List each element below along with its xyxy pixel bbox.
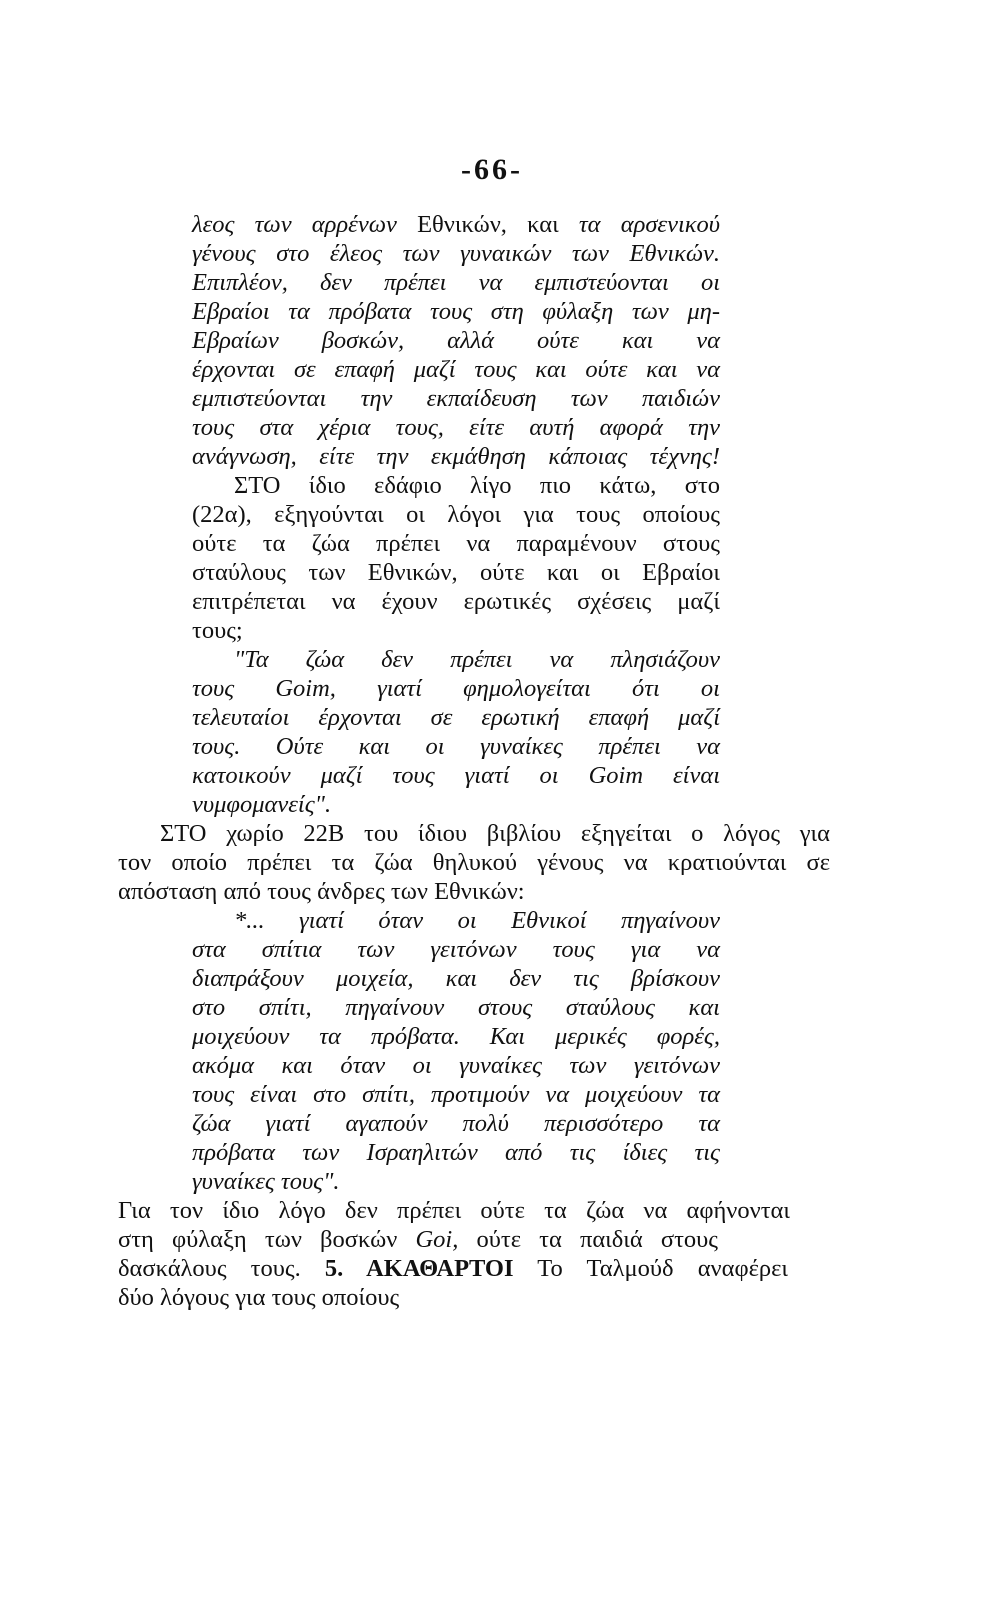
text-line	[192, 1167, 720, 1196]
text-line	[192, 587, 720, 616]
text-line	[192, 993, 720, 1022]
text-span: νυμφομανείς".	[192, 791, 332, 818]
page-number: -66-	[461, 153, 523, 186]
text-span: τους στα χέρια τους, είτε αυτή αφορά την	[192, 414, 720, 441]
text-span: λεος των αρρένων	[192, 211, 397, 238]
text-span: πρόβατα των Ισραηλιτών από τις ίδιες τις	[192, 1139, 720, 1166]
text-line	[192, 297, 720, 326]
text-line	[118, 877, 830, 906]
text-span: απόσταση από τους άνδρες των Εθνικών:	[118, 878, 525, 905]
text-span: τους. Ούτε και οι γυναίκες πρέπει να	[192, 733, 720, 760]
text-span: Επιπλέον, δεν πρέπει να εμπιστεύονται οι	[192, 269, 720, 296]
text-span: ΣΤΟ χωρίο 22Β του ίδιου βιβλίου εξηγείται ο λόγος για	[160, 820, 830, 847]
text-span: ούτε τα ζώα πρέπει να παραμένουν στους	[192, 530, 720, 557]
text-span: κατοικούν μαζί τους γιατί οι Goim είναι	[192, 762, 720, 789]
text-span: (22α), εξηγούνται οι λόγοι για τους οποίους	[192, 501, 720, 528]
text-line	[192, 355, 720, 384]
text-line	[118, 1283, 830, 1312]
text-span: Εθνικών, και	[396, 211, 579, 238]
text-span: τελευταίοι έρχονται σε ερωτική επαφή μαζί	[192, 704, 720, 731]
text-span: ΣΤΟ ίδιο εδάφιο λίγο πιο κάτω, στο	[234, 472, 720, 499]
text-line	[192, 1022, 720, 1051]
text-span: ακόμα και όταν οι γυναίκες των γειτόνων	[192, 1052, 720, 1079]
text-span: *... γιατί όταν οι Εθνικοί πηγαίνουν	[234, 907, 720, 934]
text-span: τον οποίο πρέπει τα ζώα θηλυκού γένους να κρατιούνται σε	[118, 849, 830, 876]
text-span: επιτρέπεται να έχουν ερωτικές σχέσεις μαζί	[192, 588, 720, 615]
text-line	[192, 1138, 720, 1167]
text-span: Το Ταλμούδ αναφέρει	[513, 1255, 788, 1282]
text-span: τους Goim, γιατί φημολογείται ότι οι	[192, 675, 720, 702]
text-span: Εβραίοι τα πρόβατα τους στη φύλαξη των μη-	[192, 298, 720, 325]
text-line	[192, 761, 720, 790]
text-span: τα αρσενικού	[578, 211, 721, 238]
text-line	[192, 268, 720, 297]
text-line	[192, 790, 720, 819]
text-line	[192, 1109, 720, 1138]
section-heading: 5. ΑΚΑΘΑΡΤΟΙ	[324, 1255, 514, 1282]
text-line	[192, 1051, 720, 1080]
text-line	[192, 674, 720, 703]
text-span: Για τον ίδιο λόγο δεν πρέπει ούτε τα ζώα να αφήνονται	[118, 1197, 790, 1224]
text-span: ζώα γιατί αγαπούν πολύ περισσότερο τα	[192, 1110, 720, 1137]
text-span: Goi,	[415, 1226, 459, 1253]
text-span: δύο λόγους για τους οποίους	[118, 1284, 400, 1311]
text-line	[192, 558, 720, 587]
text-span: "Τα ζώα δεν πρέπει να πλησιάζουν	[234, 646, 720, 673]
text-line	[118, 848, 830, 877]
text-line	[118, 1225, 718, 1254]
text-line	[192, 210, 720, 239]
text-span: ούτε τα παιδιά στους	[458, 1226, 718, 1253]
text-span: γυναίκες τους".	[192, 1168, 340, 1195]
text-line	[192, 384, 720, 413]
text-line	[192, 442, 720, 471]
text-line	[192, 239, 720, 268]
text-line	[234, 471, 720, 500]
text-span: σταύλους των Εθνικών, ούτε και οι Εβραίοι	[192, 559, 720, 586]
text-span: στο σπίτι, πηγαίνουν στους σταύλους και	[192, 994, 720, 1021]
text-line	[192, 500, 720, 529]
text-span: μοιχεύουν τα πρόβατα. Και μερικές φορές,	[192, 1023, 720, 1050]
text-span: εμπιστεύονται την εκπαίδευση των παιδιών	[192, 385, 720, 412]
text-line	[234, 906, 720, 935]
text-line	[192, 703, 720, 732]
text-line	[192, 1080, 720, 1109]
text-line	[192, 529, 720, 558]
text-line	[192, 964, 720, 993]
text-line	[192, 326, 720, 355]
text-line	[192, 935, 720, 964]
text-span: ανάγνωση, είτε την εκμάθηση κάποιας τέχνης!	[192, 443, 720, 470]
text-span: διαπράξουν μοιχεία, και δεν τις βρίσκουν	[192, 965, 720, 992]
text-line	[192, 732, 720, 761]
text-span: τους είναι στο σπίτι, προτιμούν να μοιχεύουν τα	[192, 1081, 720, 1108]
text-line	[192, 413, 720, 442]
text-line	[234, 645, 720, 674]
text-line	[118, 1254, 788, 1283]
text-line	[192, 616, 720, 645]
text-line	[160, 819, 830, 848]
text-span: έρχονται σε επαφή μαζί τους και ούτε και να	[192, 356, 720, 383]
text-span: γένους στο έλεος των γυναικών των Εθνικών.	[192, 240, 720, 267]
text-span: στα σπίτια των γειτόνων τους για να	[192, 936, 720, 963]
text-span: δασκάλους τους.	[118, 1255, 325, 1282]
text-line	[118, 1196, 790, 1225]
text-span: Εβραίων βοσκών, αλλά ούτε και να	[192, 327, 720, 354]
text-span: τους;	[192, 617, 243, 644]
text-span: στη φύλαξη των βοσκών	[118, 1226, 416, 1253]
